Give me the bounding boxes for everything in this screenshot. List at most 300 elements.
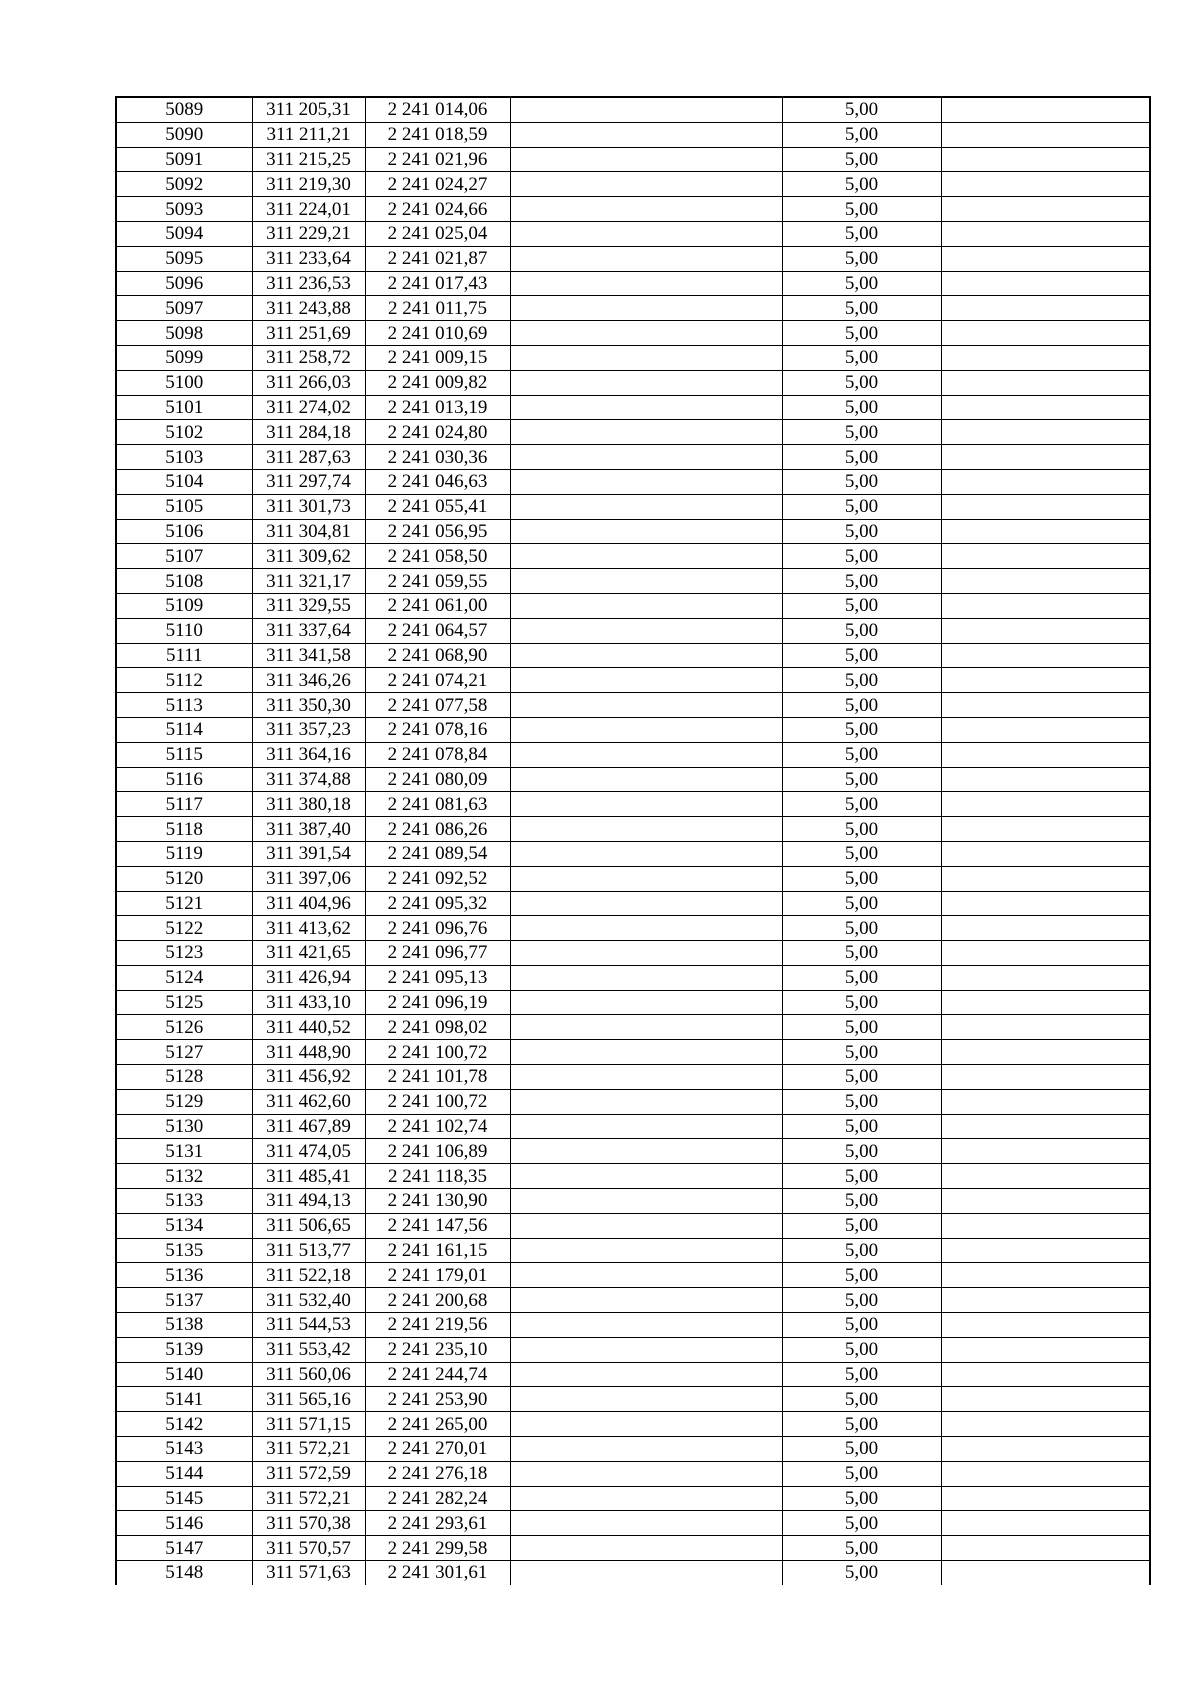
point-number-cell: 5127 <box>116 1040 252 1065</box>
table-row <box>116 1461 1150 1486</box>
value-cell: 5,00 <box>782 221 941 246</box>
x-coordinate-cell: 311 440,52 <box>252 1015 365 1040</box>
empty-cell <box>510 866 782 891</box>
x-coordinate-cell: 311 341,58 <box>252 643 365 668</box>
y-coordinate-cell: 2 241 056,95 <box>365 519 510 544</box>
value-cell: 5,00 <box>782 1362 941 1387</box>
empty-cell <box>510 370 782 395</box>
y-coordinate-cell: 2 241 098,02 <box>365 1015 510 1040</box>
table-row <box>116 1511 1150 1536</box>
table-row <box>116 1238 1150 1263</box>
notes-cell <box>941 345 1150 370</box>
notes-cell <box>941 296 1150 321</box>
y-coordinate-cell: 2 241 118,35 <box>365 1164 510 1189</box>
point-number-cell: 5113 <box>116 693 252 718</box>
empty-cell <box>510 643 782 668</box>
y-coordinate-cell: 2 241 078,16 <box>365 717 510 742</box>
point-number-cell: 5098 <box>116 321 252 346</box>
table-row <box>116 1213 1150 1238</box>
value-cell: 5,00 <box>782 172 941 197</box>
empty-cell <box>510 296 782 321</box>
table-row <box>116 221 1150 246</box>
x-coordinate-cell: 311 287,63 <box>252 445 365 470</box>
table-row <box>116 1139 1150 1164</box>
empty-cell <box>510 1412 782 1437</box>
empty-cell <box>510 841 782 866</box>
y-coordinate-cell: 2 241 101,78 <box>365 1065 510 1090</box>
x-coordinate-cell: 311 485,41 <box>252 1164 365 1189</box>
point-number-cell: 5103 <box>116 445 252 470</box>
y-coordinate-cell: 2 241 014,06 <box>365 97 510 122</box>
point-number-cell: 5119 <box>116 841 252 866</box>
y-coordinate-cell: 2 241 055,41 <box>365 494 510 519</box>
x-coordinate-cell: 311 391,54 <box>252 841 365 866</box>
point-number-cell: 5144 <box>116 1461 252 1486</box>
value-cell: 5,00 <box>782 717 941 742</box>
empty-cell <box>510 1114 782 1139</box>
y-coordinate-cell: 2 241 102,74 <box>365 1114 510 1139</box>
table-row <box>116 618 1150 643</box>
point-number-cell: 5123 <box>116 941 252 966</box>
notes-cell <box>941 544 1150 569</box>
y-coordinate-cell: 2 241 010,69 <box>365 321 510 346</box>
empty-cell <box>510 1536 782 1561</box>
point-number-cell: 5125 <box>116 990 252 1015</box>
point-number-cell: 5093 <box>116 197 252 222</box>
x-coordinate-cell: 311 301,73 <box>252 494 365 519</box>
table-row <box>116 296 1150 321</box>
notes-cell <box>941 321 1150 346</box>
point-number-cell: 5095 <box>116 246 252 271</box>
value-cell: 5,00 <box>782 97 941 122</box>
x-coordinate-cell: 311 570,57 <box>252 1536 365 1561</box>
table-row <box>116 1040 1150 1065</box>
notes-cell <box>941 1065 1150 1090</box>
point-number-cell: 5112 <box>116 668 252 693</box>
empty-cell <box>510 569 782 594</box>
notes-cell <box>941 445 1150 470</box>
empty-cell <box>510 445 782 470</box>
notes-cell <box>941 1263 1150 1288</box>
notes-cell <box>941 643 1150 668</box>
empty-cell <box>510 1213 782 1238</box>
x-coordinate-cell: 311 522,18 <box>252 1263 365 1288</box>
x-coordinate-cell: 311 426,94 <box>252 965 365 990</box>
point-number-cell: 5143 <box>116 1437 252 1462</box>
x-coordinate-cell: 311 224,01 <box>252 197 365 222</box>
notes-cell <box>941 519 1150 544</box>
notes-cell <box>941 122 1150 147</box>
x-coordinate-cell: 311 329,55 <box>252 593 365 618</box>
value-cell: 5,00 <box>782 296 941 321</box>
point-number-cell: 5114 <box>116 717 252 742</box>
y-coordinate-cell: 2 241 301,61 <box>365 1561 510 1585</box>
empty-cell <box>510 1461 782 1486</box>
point-number-cell: 5100 <box>116 370 252 395</box>
empty-cell <box>510 668 782 693</box>
point-number-cell: 5109 <box>116 593 252 618</box>
y-coordinate-cell: 2 241 219,56 <box>365 1313 510 1338</box>
table-row <box>116 767 1150 792</box>
notes-cell <box>941 1288 1150 1313</box>
notes-cell <box>941 1511 1150 1536</box>
point-number-cell: 5138 <box>116 1313 252 1338</box>
y-coordinate-cell: 2 241 013,19 <box>365 395 510 420</box>
value-cell: 5,00 <box>782 1313 941 1338</box>
value-cell: 5,00 <box>782 1139 941 1164</box>
value-cell: 5,00 <box>782 1065 941 1090</box>
table-row <box>116 519 1150 544</box>
point-number-cell: 5120 <box>116 866 252 891</box>
x-coordinate-cell: 311 544,53 <box>252 1313 365 1338</box>
empty-cell <box>510 1288 782 1313</box>
y-coordinate-cell: 2 241 086,26 <box>365 817 510 842</box>
table-row <box>116 420 1150 445</box>
x-coordinate-cell: 311 243,88 <box>252 296 365 321</box>
value-cell: 5,00 <box>782 742 941 767</box>
x-coordinate-cell: 311 219,30 <box>252 172 365 197</box>
value-cell: 5,00 <box>782 1337 941 1362</box>
x-coordinate-cell: 311 374,88 <box>252 767 365 792</box>
y-coordinate-cell: 2 241 061,00 <box>365 593 510 618</box>
value-cell: 5,00 <box>782 990 941 1015</box>
table-row <box>116 97 1150 122</box>
value-cell: 5,00 <box>782 1089 941 1114</box>
table-row <box>116 1337 1150 1362</box>
x-coordinate-cell: 311 321,17 <box>252 569 365 594</box>
table-row <box>116 990 1150 1015</box>
y-coordinate-cell: 2 241 179,01 <box>365 1263 510 1288</box>
empty-cell <box>510 345 782 370</box>
table-row <box>116 841 1150 866</box>
x-coordinate-cell: 311 233,64 <box>252 246 365 271</box>
empty-cell <box>510 271 782 296</box>
value-cell: 5,00 <box>782 916 941 941</box>
x-coordinate-cell: 311 364,16 <box>252 742 365 767</box>
notes-cell <box>941 1164 1150 1189</box>
x-coordinate-cell: 311 346,26 <box>252 668 365 693</box>
value-cell: 5,00 <box>782 395 941 420</box>
value-cell: 5,00 <box>782 965 941 990</box>
notes-cell <box>941 1536 1150 1561</box>
point-number-cell: 5115 <box>116 742 252 767</box>
value-cell: 5,00 <box>782 122 941 147</box>
x-coordinate-cell: 311 572,59 <box>252 1461 365 1486</box>
x-coordinate-cell: 311 337,64 <box>252 618 365 643</box>
empty-cell <box>510 1362 782 1387</box>
table-row <box>116 395 1150 420</box>
point-number-cell: 5142 <box>116 1412 252 1437</box>
table-row <box>116 1437 1150 1462</box>
empty-cell <box>510 420 782 445</box>
y-coordinate-cell: 2 241 293,61 <box>365 1511 510 1536</box>
y-coordinate-cell: 2 241 021,87 <box>365 246 510 271</box>
empty-cell <box>510 1486 782 1511</box>
x-coordinate-cell: 311 462,60 <box>252 1089 365 1114</box>
point-number-cell: 5135 <box>116 1238 252 1263</box>
empty-cell <box>510 1313 782 1338</box>
notes-cell <box>941 668 1150 693</box>
x-coordinate-cell: 311 211,21 <box>252 122 365 147</box>
x-coordinate-cell: 311 251,69 <box>252 321 365 346</box>
x-coordinate-cell: 311 433,10 <box>252 990 365 1015</box>
notes-cell <box>941 197 1150 222</box>
empty-cell <box>510 916 782 941</box>
value-cell: 5,00 <box>782 1040 941 1065</box>
notes-cell <box>941 370 1150 395</box>
value-cell: 5,00 <box>782 1486 941 1511</box>
empty-cell <box>510 767 782 792</box>
x-coordinate-cell: 311 309,62 <box>252 544 365 569</box>
notes-cell <box>941 817 1150 842</box>
y-coordinate-cell: 2 241 299,58 <box>365 1536 510 1561</box>
y-coordinate-cell: 2 241 130,90 <box>365 1189 510 1214</box>
notes-cell <box>941 742 1150 767</box>
value-cell: 5,00 <box>782 1015 941 1040</box>
value-cell: 5,00 <box>782 494 941 519</box>
x-coordinate-cell: 311 571,15 <box>252 1412 365 1437</box>
table-row <box>116 1263 1150 1288</box>
empty-cell <box>510 197 782 222</box>
table-row <box>116 370 1150 395</box>
notes-cell <box>941 618 1150 643</box>
value-cell: 5,00 <box>782 792 941 817</box>
y-coordinate-cell: 2 241 080,09 <box>365 767 510 792</box>
value-cell: 5,00 <box>782 197 941 222</box>
point-number-cell: 5133 <box>116 1189 252 1214</box>
x-coordinate-cell: 311 570,38 <box>252 1511 365 1536</box>
value-cell: 5,00 <box>782 1164 941 1189</box>
value-cell: 5,00 <box>782 271 941 296</box>
x-coordinate-cell: 311 236,53 <box>252 271 365 296</box>
point-number-cell: 5121 <box>116 891 252 916</box>
empty-cell <box>510 1040 782 1065</box>
y-coordinate-cell: 2 241 282,24 <box>365 1486 510 1511</box>
y-coordinate-cell: 2 241 009,15 <box>365 345 510 370</box>
notes-cell <box>941 1437 1150 1462</box>
y-coordinate-cell: 2 241 009,82 <box>365 370 510 395</box>
notes-cell <box>941 693 1150 718</box>
empty-cell <box>510 792 782 817</box>
y-coordinate-cell: 2 241 024,80 <box>365 420 510 445</box>
table-row <box>116 345 1150 370</box>
value-cell: 5,00 <box>782 1114 941 1139</box>
value-cell: 5,00 <box>782 941 941 966</box>
table-row <box>116 445 1150 470</box>
x-coordinate-cell: 311 413,62 <box>252 916 365 941</box>
notes-cell <box>941 1189 1150 1214</box>
table-row <box>116 643 1150 668</box>
y-coordinate-cell: 2 241 100,72 <box>365 1089 510 1114</box>
y-coordinate-cell: 2 241 096,76 <box>365 916 510 941</box>
table-row <box>116 1412 1150 1437</box>
notes-cell <box>941 1461 1150 1486</box>
x-coordinate-cell: 311 229,21 <box>252 221 365 246</box>
y-coordinate-cell: 2 241 025,04 <box>365 221 510 246</box>
value-cell: 5,00 <box>782 1238 941 1263</box>
point-number-cell: 5091 <box>116 147 252 172</box>
value-cell: 5,00 <box>782 1288 941 1313</box>
x-coordinate-cell: 311 205,31 <box>252 97 365 122</box>
coordinates-table-body <box>116 97 1150 1585</box>
value-cell: 5,00 <box>782 147 941 172</box>
empty-cell <box>510 519 782 544</box>
point-number-cell: 5136 <box>116 1263 252 1288</box>
point-number-cell: 5099 <box>116 345 252 370</box>
notes-cell <box>941 1387 1150 1412</box>
y-coordinate-cell: 2 241 147,56 <box>365 1213 510 1238</box>
point-number-cell: 5117 <box>116 792 252 817</box>
y-coordinate-cell: 2 241 018,59 <box>365 122 510 147</box>
point-number-cell: 5108 <box>116 569 252 594</box>
notes-cell <box>941 1213 1150 1238</box>
empty-cell <box>510 1089 782 1114</box>
notes-cell <box>941 1139 1150 1164</box>
y-coordinate-cell: 2 241 276,18 <box>365 1461 510 1486</box>
notes-cell <box>941 569 1150 594</box>
point-number-cell: 5116 <box>116 767 252 792</box>
point-number-cell: 5104 <box>116 469 252 494</box>
value-cell: 5,00 <box>782 593 941 618</box>
point-number-cell: 5148 <box>116 1561 252 1585</box>
y-coordinate-cell: 2 241 244,74 <box>365 1362 510 1387</box>
table-row <box>116 1561 1150 1585</box>
point-number-cell: 5090 <box>116 122 252 147</box>
x-coordinate-cell: 311 571,63 <box>252 1561 365 1585</box>
notes-cell <box>941 172 1150 197</box>
x-coordinate-cell: 311 506,65 <box>252 1213 365 1238</box>
notes-cell <box>941 891 1150 916</box>
notes-cell <box>941 1313 1150 1338</box>
notes-cell <box>941 965 1150 990</box>
y-coordinate-cell: 2 241 021,96 <box>365 147 510 172</box>
table-row <box>116 469 1150 494</box>
table-row <box>116 197 1150 222</box>
empty-cell <box>510 97 782 122</box>
empty-cell <box>510 693 782 718</box>
empty-cell <box>510 817 782 842</box>
table-row <box>116 1486 1150 1511</box>
empty-cell <box>510 1139 782 1164</box>
table-row <box>116 1288 1150 1313</box>
value-cell: 5,00 <box>782 1561 941 1585</box>
x-coordinate-cell: 311 532,40 <box>252 1288 365 1313</box>
x-coordinate-cell: 311 284,18 <box>252 420 365 445</box>
table-row <box>116 916 1150 941</box>
empty-cell <box>510 122 782 147</box>
empty-cell <box>510 593 782 618</box>
point-number-cell: 5129 <box>116 1089 252 1114</box>
table-row <box>116 1164 1150 1189</box>
notes-cell <box>941 866 1150 891</box>
notes-cell <box>941 1412 1150 1437</box>
value-cell: 5,00 <box>782 618 941 643</box>
point-number-cell: 5130 <box>116 1114 252 1139</box>
y-coordinate-cell: 2 241 078,84 <box>365 742 510 767</box>
table-row <box>116 1536 1150 1561</box>
x-coordinate-cell: 311 448,90 <box>252 1040 365 1065</box>
y-coordinate-cell: 2 241 100,72 <box>365 1040 510 1065</box>
value-cell: 5,00 <box>782 420 941 445</box>
value-cell: 5,00 <box>782 544 941 569</box>
table-row <box>116 147 1150 172</box>
point-number-cell: 5140 <box>116 1362 252 1387</box>
empty-cell <box>510 147 782 172</box>
notes-cell <box>941 1089 1150 1114</box>
table-row <box>116 693 1150 718</box>
point-number-cell: 5146 <box>116 1511 252 1536</box>
empty-cell <box>510 1437 782 1462</box>
notes-cell <box>941 147 1150 172</box>
empty-cell <box>510 395 782 420</box>
point-number-cell: 5137 <box>116 1288 252 1313</box>
point-number-cell: 5111 <box>116 643 252 668</box>
notes-cell <box>941 97 1150 122</box>
point-number-cell: 5147 <box>116 1536 252 1561</box>
y-coordinate-cell: 2 241 074,21 <box>365 668 510 693</box>
value-cell: 5,00 <box>782 1437 941 1462</box>
point-number-cell: 5105 <box>116 494 252 519</box>
empty-cell <box>510 1561 782 1585</box>
point-number-cell: 5102 <box>116 420 252 445</box>
point-number-cell: 5096 <box>116 271 252 296</box>
value-cell: 5,00 <box>782 345 941 370</box>
x-coordinate-cell: 311 572,21 <box>252 1437 365 1462</box>
x-coordinate-cell: 311 380,18 <box>252 792 365 817</box>
notes-cell <box>941 1337 1150 1362</box>
table-row <box>116 1015 1150 1040</box>
notes-cell <box>941 271 1150 296</box>
table-row <box>116 891 1150 916</box>
y-coordinate-cell: 2 241 096,19 <box>365 990 510 1015</box>
x-coordinate-cell: 311 513,77 <box>252 1238 365 1263</box>
x-coordinate-cell: 311 274,02 <box>252 395 365 420</box>
y-coordinate-cell: 2 241 095,32 <box>365 891 510 916</box>
y-coordinate-cell: 2 241 046,63 <box>365 469 510 494</box>
notes-cell <box>941 792 1150 817</box>
table-row <box>116 494 1150 519</box>
empty-cell <box>510 172 782 197</box>
x-coordinate-cell: 311 456,92 <box>252 1065 365 1090</box>
notes-cell <box>941 593 1150 618</box>
point-number-cell: 5092 <box>116 172 252 197</box>
y-coordinate-cell: 2 241 030,36 <box>365 445 510 470</box>
empty-cell <box>510 494 782 519</box>
table-row <box>116 742 1150 767</box>
x-coordinate-cell: 311 215,25 <box>252 147 365 172</box>
y-coordinate-cell: 2 241 161,15 <box>365 1238 510 1263</box>
point-number-cell: 5141 <box>116 1387 252 1412</box>
value-cell: 5,00 <box>782 519 941 544</box>
empty-cell <box>510 1511 782 1536</box>
value-cell: 5,00 <box>782 866 941 891</box>
value-cell: 5,00 <box>782 445 941 470</box>
empty-cell <box>510 1065 782 1090</box>
y-coordinate-cell: 2 241 064,57 <box>365 618 510 643</box>
value-cell: 5,00 <box>782 1461 941 1486</box>
x-coordinate-cell: 311 258,72 <box>252 345 365 370</box>
empty-cell <box>510 1015 782 1040</box>
table-row <box>116 569 1150 594</box>
value-cell: 5,00 <box>782 1536 941 1561</box>
y-coordinate-cell: 2 241 017,43 <box>365 271 510 296</box>
value-cell: 5,00 <box>782 1263 941 1288</box>
table-row <box>116 1362 1150 1387</box>
value-cell: 5,00 <box>782 569 941 594</box>
notes-cell <box>941 246 1150 271</box>
value-cell: 5,00 <box>782 841 941 866</box>
notes-cell <box>941 1040 1150 1065</box>
